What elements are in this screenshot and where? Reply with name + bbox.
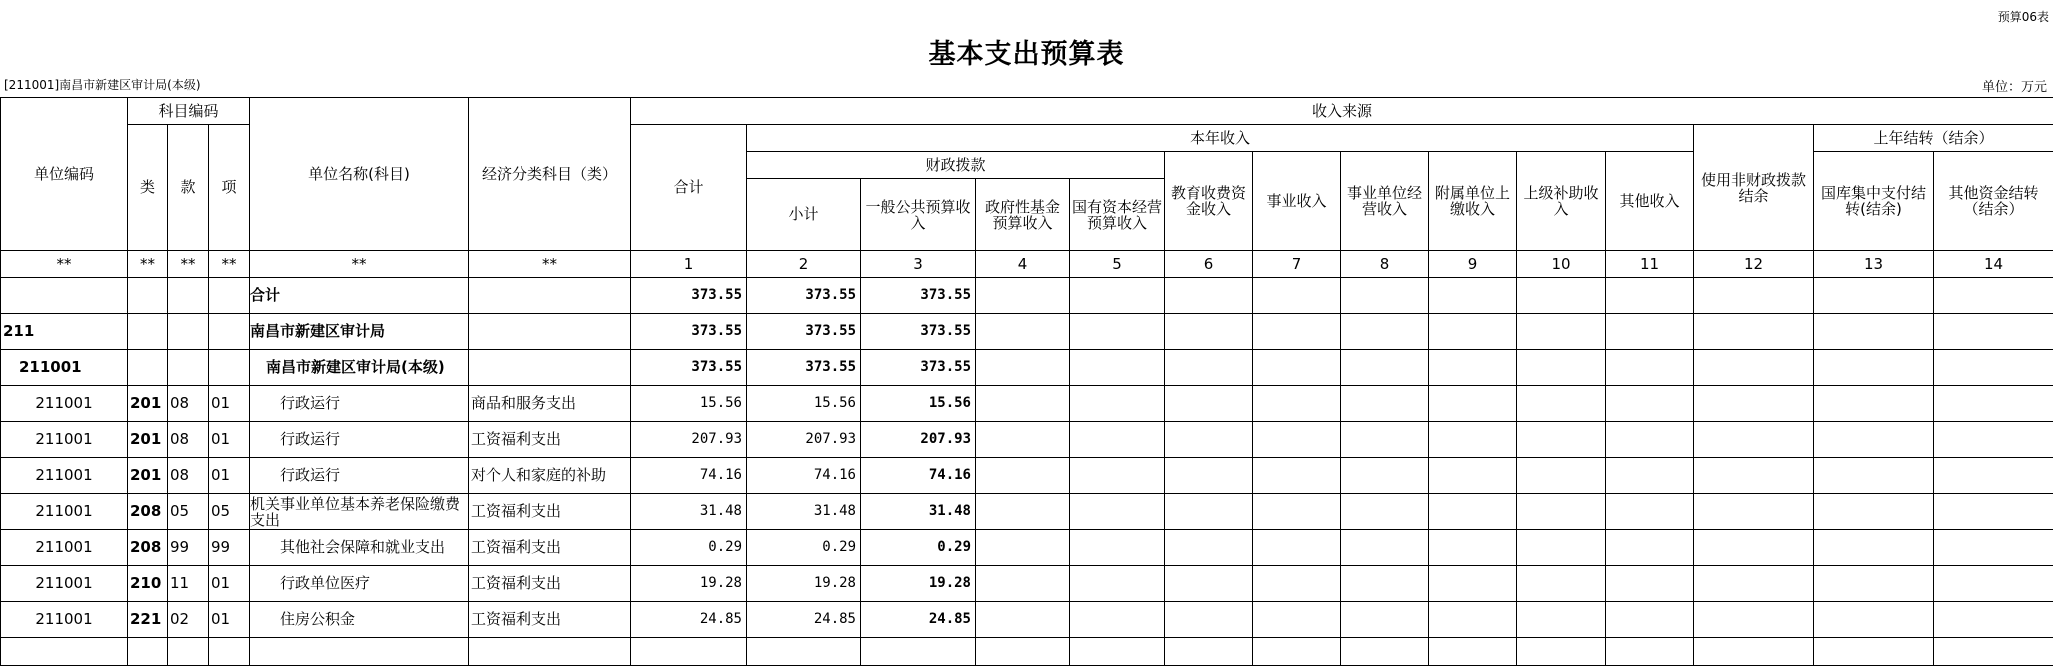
index-cell: ** [250,251,469,278]
empty-cell [1429,350,1517,386]
empty-cell [976,566,1070,602]
header-state-capital: 国有资本经营预算收入 [1070,179,1165,251]
empty-cell [1606,530,1694,566]
empty-cell [1429,458,1517,494]
empty-cell [976,602,1070,638]
empty-cell [1606,278,1694,314]
empty-cell [1341,494,1429,530]
header-gov-fund: 政府性基金预算收入 [976,179,1070,251]
empty-cell [1070,530,1165,566]
header-last-year: 上年结转（结余） [1814,125,2053,152]
empty-cell [1694,350,1814,386]
header-unit-code: 单位编码 [1,98,128,251]
empty-cell [1070,638,1165,666]
table-row [1,314,2053,350]
empty-cell [1165,566,1253,602]
empty-cell [1165,314,1253,350]
kuan-cell: 05 [168,494,209,530]
empty-cell [1341,386,1429,422]
empty-cell [1429,494,1517,530]
subtotal-cell: 74.16 [747,458,861,494]
subtotal-cell: 15.56 [747,386,861,422]
empty-cell [1253,278,1341,314]
empty-cell [1165,422,1253,458]
econ-class-cell: 工资福利支出 [469,530,631,566]
empty-cell [1341,638,1429,666]
empty-cell [1814,350,1934,386]
index-cell: 3 [861,251,976,278]
empty-cell [1517,602,1606,638]
empty-cell [1814,566,1934,602]
empty-cell [1165,350,1253,386]
subtotal-cell: 373.55 [747,314,861,350]
table-row [1,278,2053,314]
unit-label: 单位：万元 [1981,80,2047,95]
table-row [1,458,2053,494]
empty-cell [1934,494,2053,530]
subtotal-cell: 19.28 [747,566,861,602]
total-cell: 31.48 [631,494,747,530]
unit-code-cell: 211001 [1,350,128,386]
empty-cell [976,350,1070,386]
empty-cell [1694,314,1814,350]
unit-code-cell: 211001 [1,566,128,602]
header-kuan: 款 [168,125,209,251]
total-cell: 24.85 [631,602,747,638]
empty-cell [1934,278,2053,314]
empty-cell [1517,458,1606,494]
kuan-cell: 08 [168,386,209,422]
lei-cell: 208 [128,530,168,566]
empty-cell [1606,566,1694,602]
empty-cell [1429,530,1517,566]
header-business-unit: 事业单位经营收入 [1341,152,1429,251]
empty-cell [976,278,1070,314]
header-other: 其他收入 [1606,152,1694,251]
index-cell: 14 [1934,251,2053,278]
unit-subject-name-cell: 其他社会保障和就业支出 [250,530,469,566]
empty-cell [1165,458,1253,494]
econ-class-cell: 商品和服务支出 [469,386,631,422]
econ-class-cell [469,314,631,350]
index-cell: ** [209,251,250,278]
header-fiscal: 财政拨款 [747,152,1165,179]
lei-cell: 201 [128,422,168,458]
header-affiliated: 附属单位上缴收入 [1429,152,1517,251]
general-budget-cell: 24.85 [861,602,976,638]
empty-cell [1606,422,1694,458]
empty-cell [1341,314,1429,350]
unit-code-cell: 211001 [1,422,128,458]
index-cell: 8 [1341,251,1429,278]
empty-cell [1429,602,1517,638]
budget-table [0,97,2053,666]
header-subtotal: 小计 [747,179,861,251]
index-cell: 12 [1694,251,1814,278]
index-cell: 5 [1070,251,1165,278]
kuan-cell: 99 [168,530,209,566]
index-cell: 9 [1429,251,1517,278]
unit-code-cell: 211 [1,314,128,350]
empty-cell [1934,386,2053,422]
empty-cell [1253,350,1341,386]
unit-subject-name-cell: 南昌市新建区审计局(本级) [250,350,469,386]
unit-subject-name-cell: 行政运行 [250,422,469,458]
empty-cell [1165,278,1253,314]
empty-cell [1694,602,1814,638]
empty-cell [1517,566,1606,602]
index-cell: 7 [1253,251,1341,278]
lei-cell: 208 [128,494,168,530]
empty-cell [1606,386,1694,422]
subtotal-cell: 31.48 [747,494,861,530]
general-budget-cell: 15.56 [861,386,976,422]
unit-code-cell: 211001 [1,458,128,494]
xiang-cell: 01 [209,566,250,602]
empty-cell [1694,530,1814,566]
index-cell: ** [469,251,631,278]
general-budget-cell: 0.29 [861,530,976,566]
empty-cell [1253,530,1341,566]
empty-cell [1517,422,1606,458]
index-row [1,251,2053,278]
total-cell: 74.16 [631,458,747,494]
empty-cell [128,638,168,666]
empty-cell [1814,386,1934,422]
unit-code-cell: 211001 [1,494,128,530]
econ-class-cell [469,278,631,314]
empty-cell [1341,278,1429,314]
index-cell: ** [1,251,128,278]
header-lei: 类 [128,125,168,251]
unit-subject-name-cell: 住房公积金 [250,602,469,638]
header-superior: 上级补助收入 [1517,152,1606,251]
table-body [1,278,2053,666]
empty-cell [1253,602,1341,638]
econ-class-cell: 工资福利支出 [469,602,631,638]
empty-cell [1517,638,1606,666]
header-total: 合计 [631,125,747,251]
index-cell: 11 [1606,251,1694,278]
index-cell: 6 [1165,251,1253,278]
empty-cell [1606,350,1694,386]
total-cell: 0.29 [631,530,747,566]
empty-cell [1517,386,1606,422]
xiang-cell [209,278,250,314]
empty-cell [250,638,469,666]
empty-cell [1814,422,1934,458]
empty-cell [1253,566,1341,602]
empty-cell [1429,422,1517,458]
empty-cell [1341,458,1429,494]
total-cell: 19.28 [631,566,747,602]
empty-cell [1253,314,1341,350]
header-edu-fee: 教育收费资金收入 [1165,152,1253,251]
unit-subject-name-cell: 合计 [250,278,469,314]
unit-subject-name-cell: 行政运行 [250,386,469,422]
xiang-cell [209,350,250,386]
table-row [1,494,2053,530]
kuan-cell: 02 [168,602,209,638]
total-cell: 373.55 [631,314,747,350]
empty-cell [1934,638,2053,666]
total-cell: 373.55 [631,278,747,314]
empty-cell [1934,422,2053,458]
empty-cell [1694,494,1814,530]
empty-cell [976,458,1070,494]
empty-cell [1253,422,1341,458]
empty-cell [1070,422,1165,458]
index-cell: 2 [747,251,861,278]
kuan-cell: 08 [168,458,209,494]
kuan-cell [168,314,209,350]
empty-cell [1694,386,1814,422]
header-subject-code: 科目编码 [128,98,250,125]
empty-cell [1165,386,1253,422]
general-budget-cell: 373.55 [861,350,976,386]
page-title: 基本支出预算表 [928,39,1125,70]
empty-cell [1070,458,1165,494]
table-row [1,386,2053,422]
empty-cell [1517,314,1606,350]
empty-cell [1934,602,2053,638]
empty-cell [1165,494,1253,530]
table-row [1,566,2053,602]
empty-cell [1070,386,1165,422]
empty-cell [976,530,1070,566]
empty-cell [1070,350,1165,386]
empty-cell [631,638,747,666]
lei-cell [128,278,168,314]
empty-cell [1694,566,1814,602]
empty-cell [1606,602,1694,638]
kuan-cell: 11 [168,566,209,602]
xiang-cell: 99 [209,530,250,566]
empty-cell [1814,278,1934,314]
header-unit-subject-name: 单位名称(科目) [250,98,469,251]
unit-subject-name-cell: 南昌市新建区审计局 [250,314,469,350]
subtotal-cell: 0.29 [747,530,861,566]
empty-cell [1517,494,1606,530]
index-cell: 4 [976,251,1070,278]
empty-cell [976,386,1070,422]
empty-cell [1341,602,1429,638]
xiang-cell: 01 [209,602,250,638]
empty-cell [1341,566,1429,602]
empty-cell [1694,638,1814,666]
empty-cell [1934,530,2053,566]
empty-cell [1814,602,1934,638]
unit-name: [211001]南昌市新建区审计局(本级) [4,78,201,92]
subtotal-cell: 24.85 [747,602,861,638]
empty-cell [1165,530,1253,566]
empty-cell [1253,494,1341,530]
unit-subject-name-cell: 机关事业单位基本养老保险缴费支出 [250,494,469,530]
empty-cell [1341,530,1429,566]
unit-code-cell: 211001 [1,602,128,638]
empty-cell [976,638,1070,666]
kuan-cell: 08 [168,422,209,458]
total-cell: 207.93 [631,422,747,458]
empty-cell [1070,494,1165,530]
subtotal-cell: 207.93 [747,422,861,458]
empty-cell [1814,314,1934,350]
header-treasury: 国库集中支付结转(结余) [1814,152,1934,251]
table-row [1,602,2053,638]
empty-cell [1606,314,1694,350]
econ-class-cell: 对个人和家庭的补助 [469,458,631,494]
empty-cell [1341,350,1429,386]
empty-cell [1606,494,1694,530]
empty-cell [1429,278,1517,314]
index-cell: 1 [631,251,747,278]
empty-cell [168,638,209,666]
empty-cell [1429,566,1517,602]
empty-cell [1070,566,1165,602]
xiang-cell: 01 [209,386,250,422]
empty-cell [1253,386,1341,422]
empty-cell [1606,458,1694,494]
header-general-budget: 一般公共预算收入 [861,179,976,251]
header-business: 事业收入 [1253,152,1341,251]
empty-cell [976,494,1070,530]
xiang-cell [209,314,250,350]
empty-cell [1814,638,1934,666]
lei-cell: 201 [128,386,168,422]
unit-subject-name-cell: 行政运行 [250,458,469,494]
header-income-source: 收入来源 [631,98,2053,125]
econ-class-cell [469,350,631,386]
empty-cell [1429,638,1517,666]
total-cell: 373.55 [631,350,747,386]
general-budget-cell: 19.28 [861,566,976,602]
empty-cell [1165,638,1253,666]
index-cell: ** [128,251,168,278]
table-row [1,422,2053,458]
empty-cell [1517,530,1606,566]
empty-cell [1694,278,1814,314]
subtotal-cell: 373.55 [747,278,861,314]
empty-cell [1814,530,1934,566]
index-cell: ** [168,251,209,278]
empty-cell [1606,638,1694,666]
general-budget-cell: 373.55 [861,278,976,314]
xiang-cell: 01 [209,422,250,458]
kuan-cell [168,350,209,386]
empty-cell [1341,422,1429,458]
empty-cell [1517,278,1606,314]
empty-cell [976,422,1070,458]
general-budget-cell: 373.55 [861,314,976,350]
subtotal-cell: 373.55 [747,350,861,386]
unit-subject-name-cell: 行政单位医疗 [250,566,469,602]
empty-cell [747,638,861,666]
lei-cell: 221 [128,602,168,638]
unit-code-cell [1,278,128,314]
empty-cell [1934,314,2053,350]
form-number: 预算06表 [1997,10,2049,24]
header-xiang: 项 [209,125,250,251]
empty-cell [209,638,250,666]
header-other-fund: 其他资金结转（结余） [1934,152,2053,251]
unit-code-cell: 211001 [1,386,128,422]
econ-class-cell: 工资福利支出 [469,494,631,530]
index-cell: 13 [1814,251,1934,278]
index-cell: 10 [1517,251,1606,278]
empty-cell [1070,602,1165,638]
total-cell: 15.56 [631,386,747,422]
empty-cell [1253,458,1341,494]
header-non-fiscal: 使用非财政拨款结余 [1694,125,1814,251]
general-budget-cell: 31.48 [861,494,976,530]
general-budget-cell: 207.93 [861,422,976,458]
empty-cell [861,638,976,666]
econ-class-cell: 工资福利支出 [469,566,631,602]
empty-cell [1934,458,2053,494]
xiang-cell: 01 [209,458,250,494]
unit-code-cell: 211001 [1,530,128,566]
empty-cell [1429,314,1517,350]
header-econ-class: 经济分类科目（类） [469,98,631,251]
xiang-cell: 05 [209,494,250,530]
empty-cell [1,638,128,666]
empty-cell [1934,350,2053,386]
lei-cell: 201 [128,458,168,494]
empty-cell [1814,458,1934,494]
general-budget-cell: 74.16 [861,458,976,494]
empty-cell [1253,638,1341,666]
empty-cell [1694,458,1814,494]
empty-cell [976,314,1070,350]
econ-class-cell: 工资福利支出 [469,422,631,458]
lei-cell [128,314,168,350]
empty-cell [1517,350,1606,386]
empty-cell [1070,278,1165,314]
kuan-cell [168,278,209,314]
table-row [1,530,2053,566]
lei-cell [128,350,168,386]
empty-cell [1814,494,1934,530]
header-this-year: 本年收入 [747,125,1694,152]
empty-cell [1429,386,1517,422]
table-row [1,638,2053,666]
empty-cell [1694,422,1814,458]
table-row [1,350,2053,386]
lei-cell: 210 [128,566,168,602]
empty-cell [1934,566,2053,602]
empty-cell [1070,314,1165,350]
empty-cell [1165,602,1253,638]
empty-cell [469,638,631,666]
